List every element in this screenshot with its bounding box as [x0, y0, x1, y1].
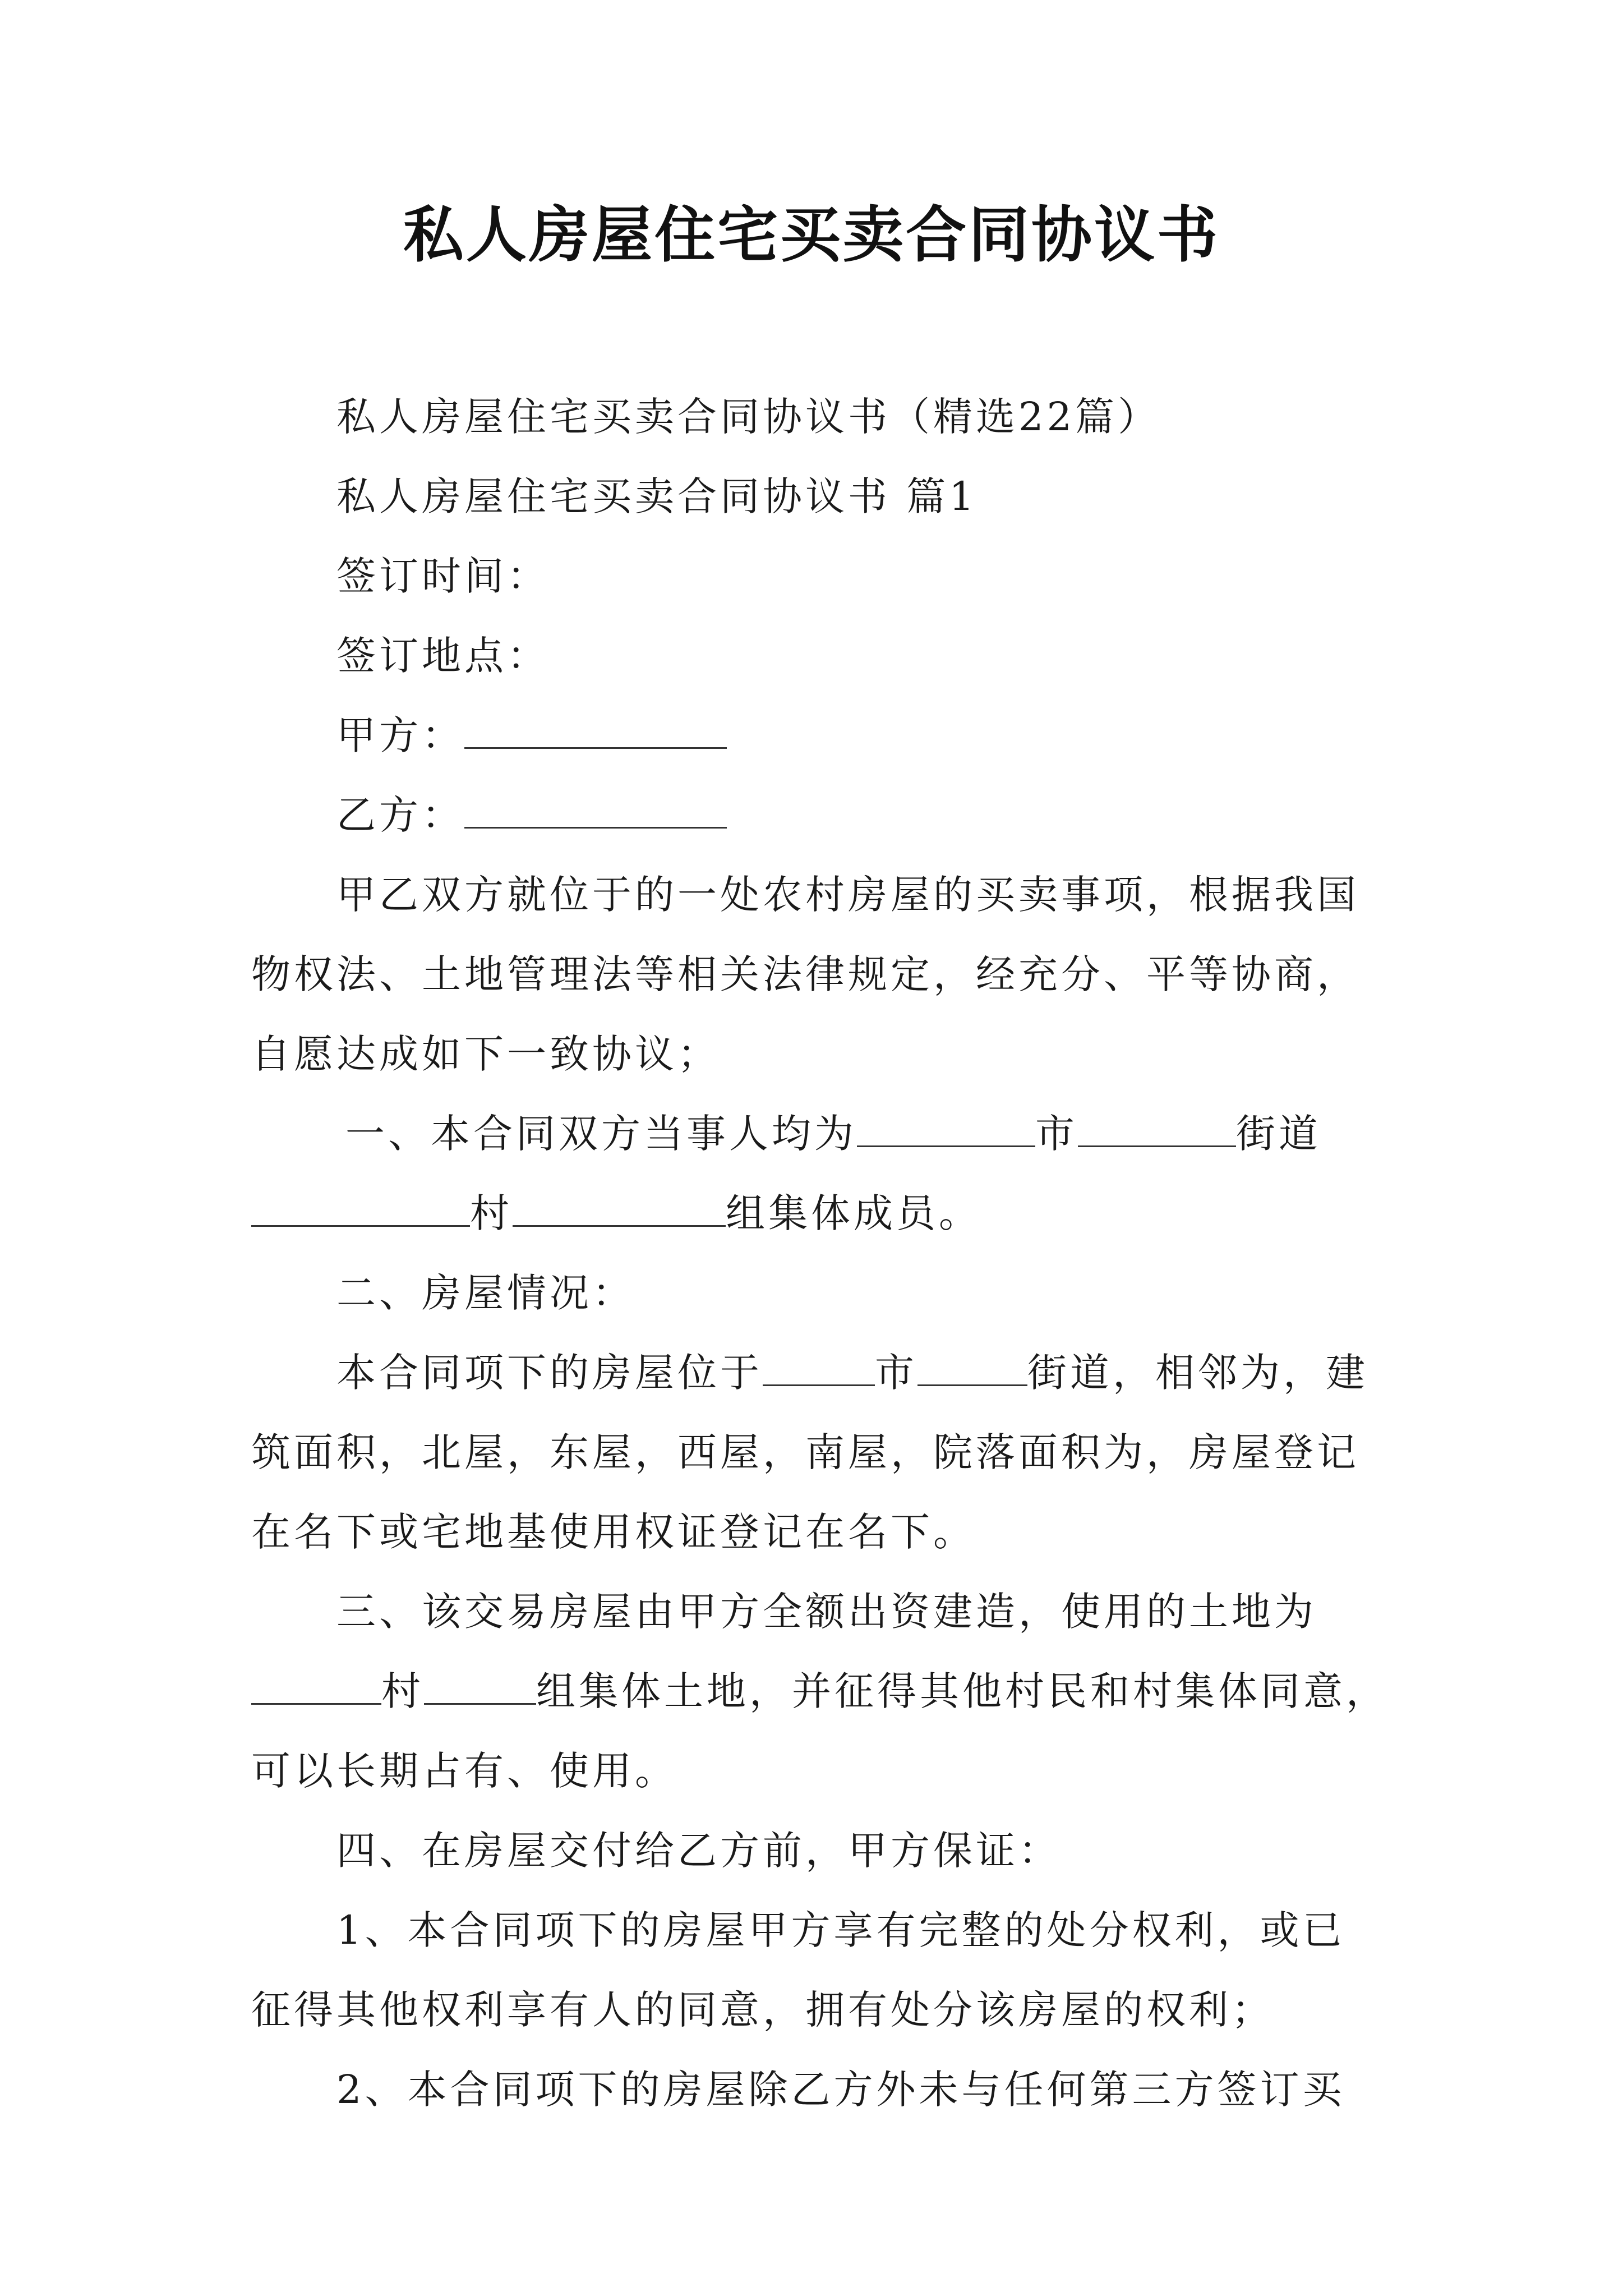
clause-text: 一、本合同双方当事人均为: [345, 1111, 857, 1157]
clause-2-heading: 二、房屋情况：: [336, 1270, 635, 1316]
street-blank: [917, 1351, 1027, 1386]
paragraph-line: 在名下或宅地基使用权证登记在名下。: [251, 1509, 976, 1555]
signing-time-line: 签订时间：: [336, 553, 550, 599]
paragraph-line: 自愿达成如下一致协议；: [251, 1031, 720, 1077]
paragraph-line: 物权法、土地管理法等相关法律规定，经充分、平等协商，: [251, 951, 1359, 997]
clause-1-cont-line: [251, 1174, 981, 1253]
clause-text: 街道，相邻为，建: [1027, 1350, 1368, 1396]
paragraph-line: 可以长期占有、使用。: [251, 1748, 677, 1794]
group-blank: [424, 1669, 536, 1705]
subtitle-line: 私人房屋住宅买卖合同协议书（精选22篇）: [336, 394, 1161, 440]
clause-text: 市: [875, 1350, 917, 1396]
clause-text: 本合同项下的房屋位于: [336, 1350, 763, 1396]
clause-text: 组集体成员。: [726, 1190, 981, 1236]
clause-2-line: [336, 1333, 1368, 1412]
village-blank: [251, 1191, 470, 1227]
clause-text: 组集体土地，并征得其他村民和村集体同意，: [536, 1668, 1389, 1714]
group-blank: [513, 1191, 726, 1227]
party-b-label: 乙方：: [336, 792, 464, 838]
document-title: 私人房屋住宅买卖合同协议书: [403, 200, 1220, 270]
paragraph-line: 筑面积，北屋，东屋，西屋，南屋，院落面积为，房屋登记: [251, 1429, 1359, 1475]
signing-place-line: 签订地点：: [336, 633, 550, 679]
clause-4-heading: 四、在房屋交付给乙方前，甲方保证：: [336, 1828, 1061, 1874]
village-blank: [251, 1669, 381, 1705]
city-blank: [763, 1351, 875, 1386]
party-a-label: 甲方：: [336, 712, 464, 758]
paragraph-line: 征得其他权利享有人的同意，拥有处分该房屋的权利；: [251, 1987, 1274, 2033]
clause-3-cont-line: [251, 1651, 1389, 1731]
street-blank: [1078, 1112, 1236, 1147]
party-b-line: [336, 775, 727, 855]
party-a-line: [336, 696, 727, 775]
city-blank: [857, 1112, 1035, 1147]
clause-1-line: [345, 1094, 1321, 1174]
paragraph-line: 1、本合同项下的房屋甲方享有完整的处分权利，或已: [336, 1907, 1345, 1953]
paragraph-line: 甲乙双方就位于的一处农村房屋的买卖事项，根据我国: [336, 872, 1359, 918]
clause-text: 村: [381, 1668, 424, 1714]
party-b-blank: [464, 793, 727, 829]
party-a-blank: [464, 714, 727, 749]
paragraph-line: 2、本合同项下的房屋除乙方外未与任何第三方签订买: [336, 2067, 1345, 2113]
clause-text: 街道: [1236, 1111, 1321, 1157]
clause-3-line: 三、该交易房屋由甲方全额出资建造，使用的土地为: [336, 1589, 1317, 1635]
section-heading: 私人房屋住宅买卖合同协议书 篇1: [336, 473, 978, 519]
clause-text: 村: [470, 1190, 513, 1236]
clause-text: 市: [1035, 1111, 1078, 1157]
